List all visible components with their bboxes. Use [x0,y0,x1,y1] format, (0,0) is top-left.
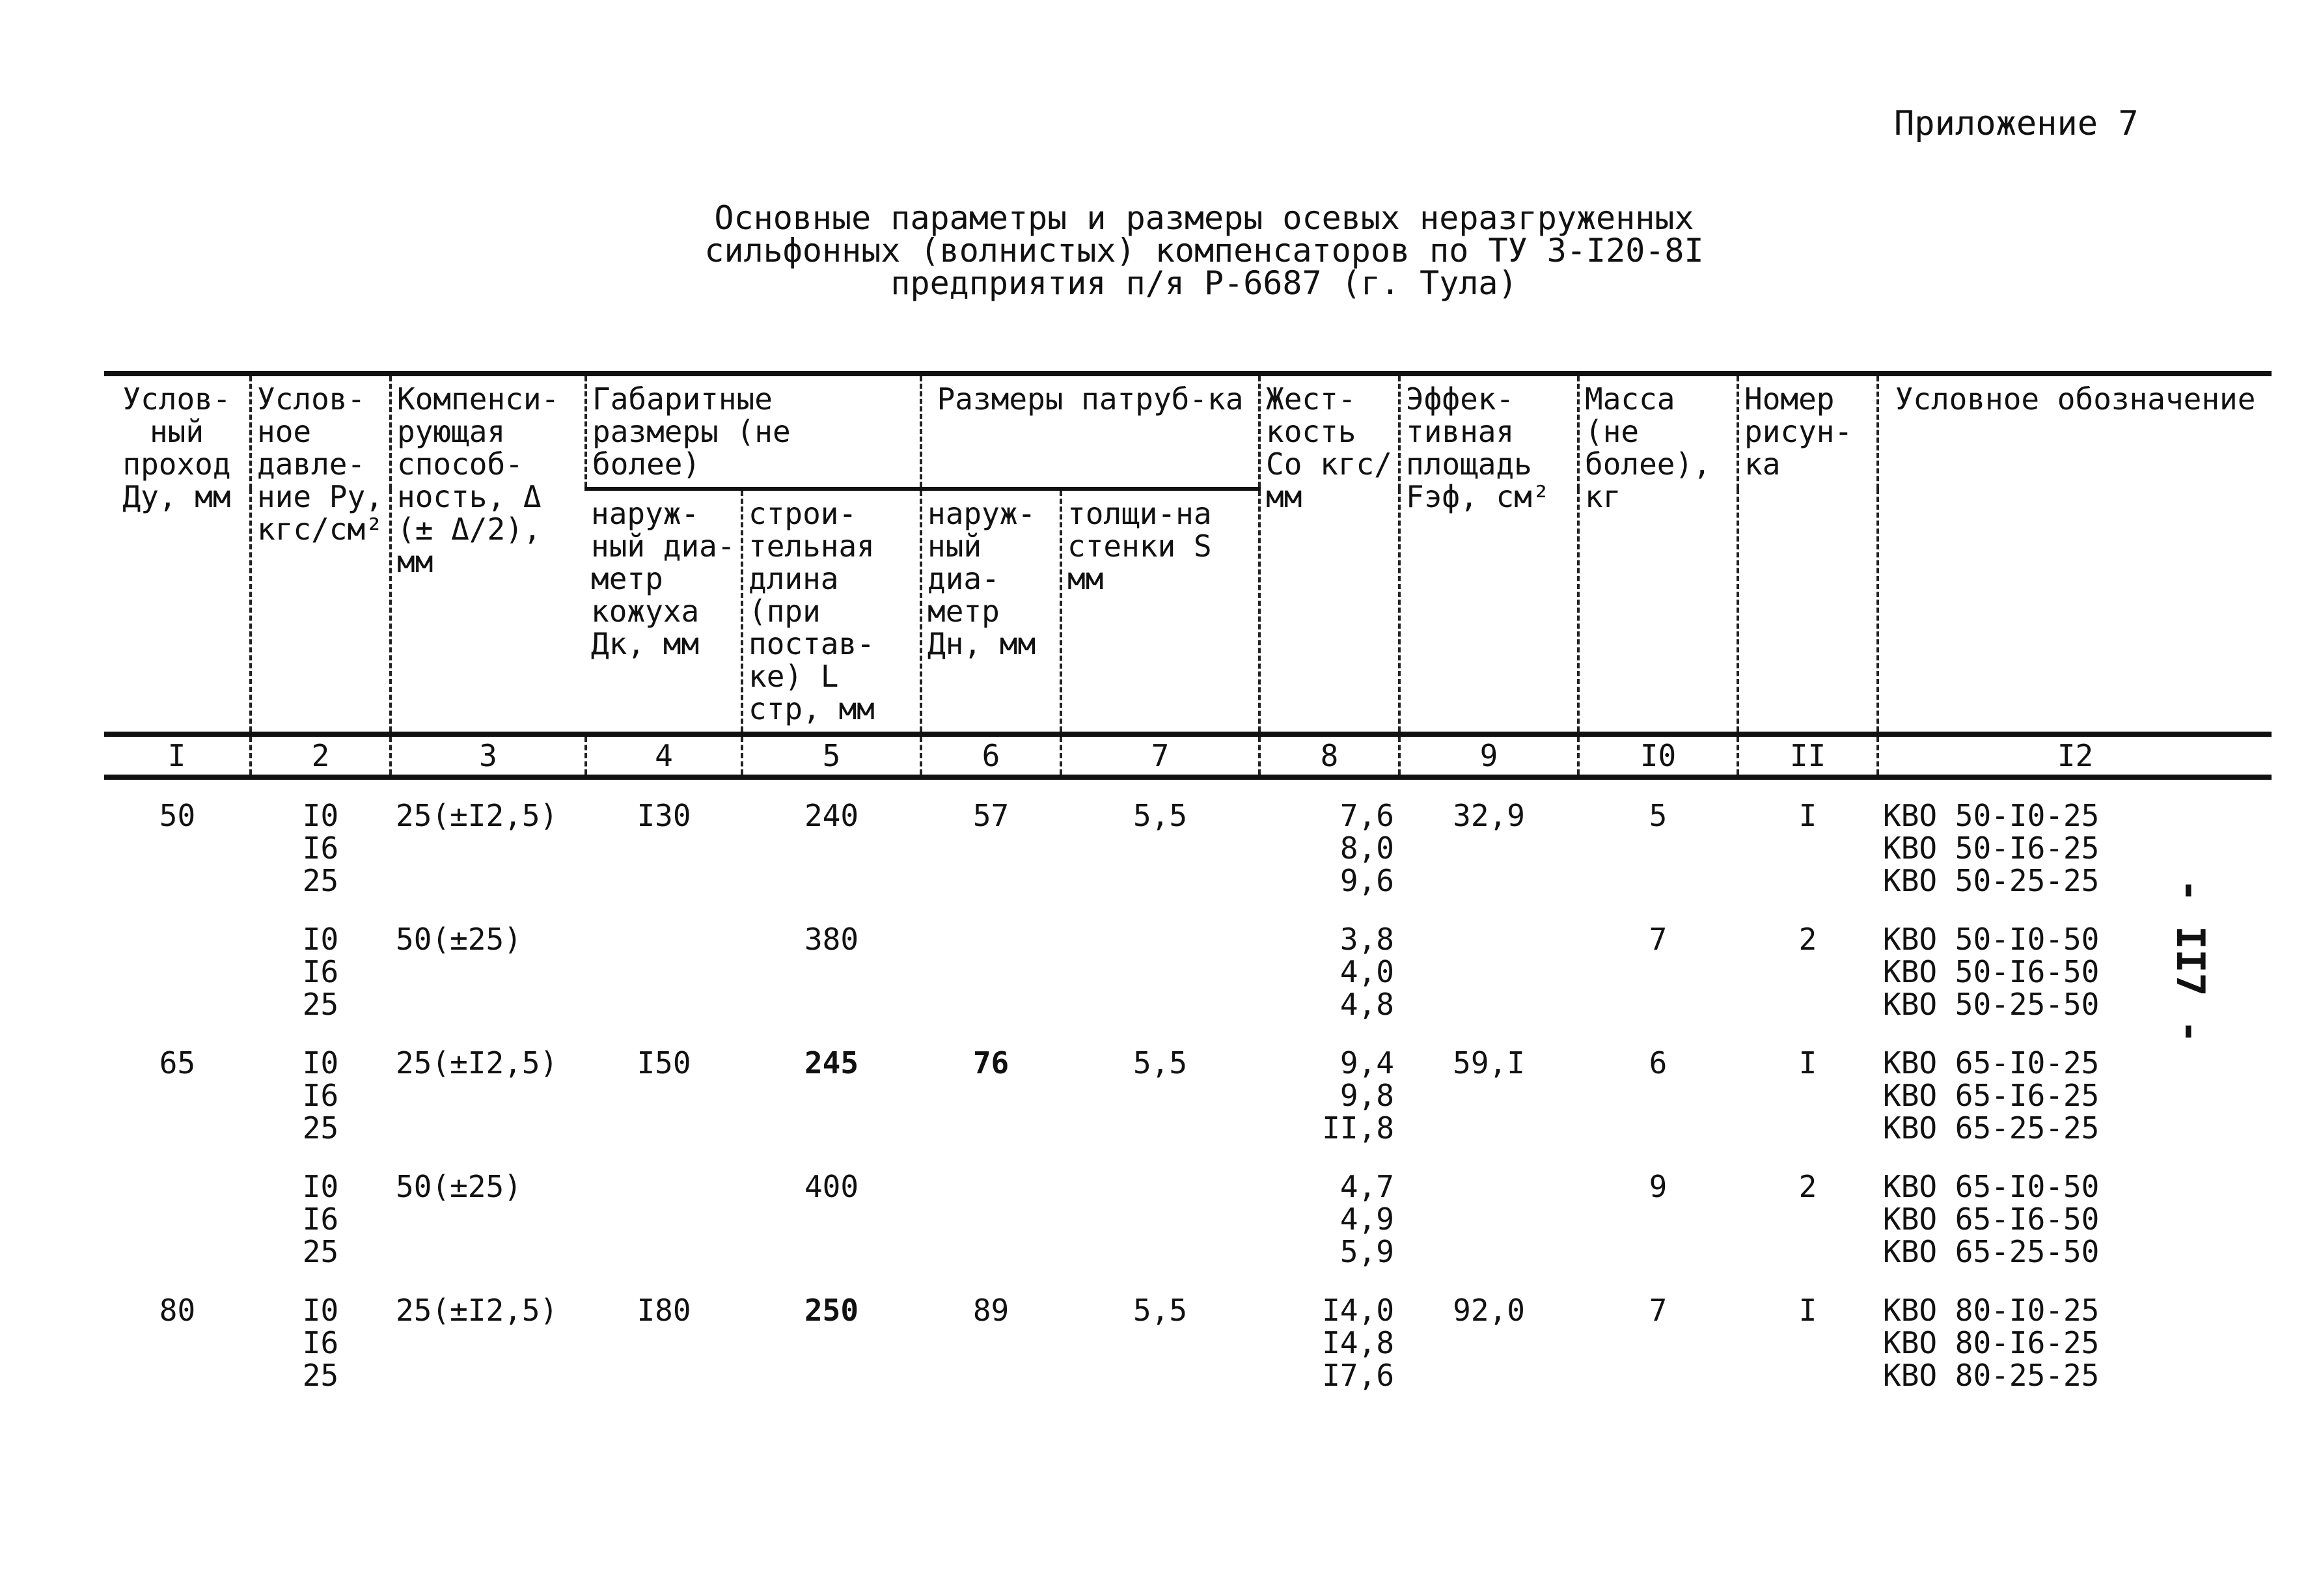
table-row [104,1274,2272,1398]
cell-wall-thickness: 5,5 [1133,1045,1188,1080]
designation-value: КВО 50-25-50 [1883,987,2100,1022]
cell-nominal-bore [104,903,251,1027]
cell-pressure [251,777,391,903]
cell-build-length: 245 [804,1045,859,1080]
cell-stiffness [1259,777,1399,903]
cell-build-length: 380 [804,922,859,957]
pressure-value: I0 [302,1293,339,1328]
cell-casing-diameter [586,1151,742,1274]
pressure-value: 25 [302,1358,339,1393]
table-row [104,1027,2272,1151]
stiffness-value: II,8 [1322,1110,1395,1146]
cell-nominal-bore [104,1151,251,1274]
cell-figure-number: 2 [1798,922,1817,957]
cell-wall-thickness [1061,903,1259,1027]
cell-stiffness [1259,1151,1399,1274]
header-pipe-dimensions: Размеры патруб-ка [921,374,1259,489]
designation-value: КВО 80-25-25 [1883,1358,2100,1393]
cell-casing-diameter: I50 [637,1045,691,1080]
cell-build-length: 400 [804,1169,859,1204]
column-number: 5 [742,734,921,777]
pressure-value: I6 [302,1325,339,1360]
stiffness-value: I4,8 [1322,1325,1395,1360]
designation-value: КВО 65-I0-50 [1883,1169,2100,1204]
header-nominal-pressure: Услов-ное давле-ние Ру, кгс/см² [251,374,391,734]
stiffness-value: I7,6 [1322,1358,1395,1393]
stiffness-value: I4,0 [1322,1293,1395,1328]
pressure-value: I0 [302,922,339,957]
designation-value: КВО 65-I6-50 [1883,1202,2100,1237]
cell-effective-area [1399,1151,1578,1274]
cell-effective-area: 59,I [1453,1045,1525,1080]
column-number: 9 [1399,734,1578,777]
title-line: Основные параметры и размеры осевых неразгруженных [714,199,1694,237]
cell-compensation: 25(±I2,5) [396,1293,558,1328]
column-number: II [1738,734,1878,777]
stiffness-value: 3,8 [1339,922,1395,957]
pressure-value: 25 [302,863,339,898]
header-stiffness: Жест-кость Co кгс/мм [1259,374,1399,734]
designation-value: КВО 80-I6-25 [1883,1325,2100,1360]
header-pipe-diameter: наруж-ный диа-метр Дн, мм [921,489,1061,734]
cell-casing-diameter [586,903,742,1027]
cell-effective-area: 32,9 [1453,798,1525,833]
stiffness-value: 4,0 [1339,954,1395,989]
cell-compensation: 25(±I2,5) [396,1045,558,1080]
column-number: 7 [1061,734,1259,777]
designation-value: КВО 65-25-50 [1883,1234,2100,1269]
cell-nominal-bore: 65 [159,1045,196,1080]
stiffness-value: 7,6 [1339,798,1395,833]
cell-pressure [251,903,391,1027]
cell-pressure [251,1027,391,1151]
cell-mass: 6 [1649,1045,1668,1080]
cell-effective-area: 92,0 [1453,1293,1525,1328]
stiffness-value: 4,9 [1339,1202,1395,1237]
cell-designation [1878,1274,2272,1398]
cell-pressure [251,1151,391,1274]
cell-casing-diameter: I30 [637,798,691,833]
column-number: I [104,734,251,777]
cell-wall-thickness: 5,5 [1133,1293,1188,1328]
header-figure-number: Номер рисун-ка [1738,374,1878,734]
header-effective-area: Эффек-тивная площадь Fэф, см² [1399,374,1578,734]
cell-stiffness [1259,1027,1399,1151]
cell-nominal-bore: 50 [159,798,196,833]
pressure-value: I6 [302,954,339,989]
cell-wall-thickness: 5,5 [1133,798,1188,833]
header-compensation: Компенси-рующая способ-ность, Δ (± Δ/2), мм [391,374,586,734]
cell-compensation: 50(±25) [396,922,522,957]
table-row [104,777,2272,903]
cell-compensation: 50(±25) [396,1169,522,1204]
cell-build-length: 240 [804,798,859,833]
designation-value: КВО 50-I0-25 [1883,798,2100,833]
designation-value: КВО 80-I0-25 [1883,1293,2100,1328]
cell-mass: 9 [1649,1169,1668,1204]
column-number: 6 [921,734,1061,777]
page-number: - II7 - [2167,879,2213,1043]
stiffness-value: 9,4 [1339,1045,1395,1080]
cell-pipe-diameter: 89 [972,1293,1009,1328]
pressure-value: I0 [302,798,339,833]
pressure-value: I6 [302,1202,339,1237]
cell-pipe-diameter: 57 [972,798,1009,833]
designation-value: КВО 50-I6-50 [1883,954,2100,989]
cell-figure-number: I [1798,798,1817,833]
designation-value: КВО 50-I6-25 [1883,831,2100,866]
cell-nominal-bore: 80 [159,1293,196,1328]
pressure-value: I0 [302,1169,339,1204]
cell-designation [1878,777,2272,903]
stiffness-value: 8,0 [1339,831,1395,866]
cell-compensation: 25(±I2,5) [396,798,558,833]
cell-designation [1878,903,2272,1027]
cell-mass: 7 [1649,1293,1668,1328]
table-row [104,903,2272,1027]
pressure-value: I6 [302,831,339,866]
cell-pipe-diameter: 76 [972,1045,1009,1080]
designation-value: КВО 65-I0-25 [1883,1045,2100,1080]
appendix-label: Приложение 7 [1894,104,2139,143]
column-number: 2 [251,734,391,777]
header-wall-thickness: толщи-на стенки S мм [1061,489,1259,734]
cell-pipe-diameter [921,1151,1061,1274]
stiffness-value: 9,8 [1339,1078,1395,1113]
cell-figure-number: I [1798,1293,1817,1328]
cell-pressure [251,1274,391,1398]
pressure-value: 25 [302,987,339,1022]
column-number: 3 [391,734,586,777]
header-nominal-bore: Услов-ный проход Ду, мм [104,374,251,734]
cell-effective-area [1399,903,1578,1027]
column-number: I0 [1578,734,1738,777]
designation-value: КВО 65-I6-25 [1883,1078,2100,1113]
title-line: сильфонных (волнистых) компенсаторов по ТУ 3-I20-8I [704,232,1704,269]
cell-figure-number: I [1798,1045,1817,1080]
cell-pipe-diameter [921,903,1061,1027]
stiffness-value: 4,7 [1339,1169,1395,1204]
header-build-length: строи-тельная длина (при постав-ке) L стр, мм [742,489,921,734]
cell-designation [1878,1151,2272,1274]
designation-value: КВО 50-25-25 [1883,863,2100,898]
designation-value: КВО 50-I0-50 [1883,922,2100,957]
cell-mass: 7 [1649,922,1668,957]
cell-casing-diameter: I80 [637,1293,691,1328]
pressure-value: I6 [302,1078,339,1113]
document-title [586,199,1822,302]
column-number: I2 [1878,734,2272,777]
stiffness-value: 4,8 [1339,987,1395,1022]
header-designation: Условное обозначение [1878,374,2272,734]
column-number: 8 [1259,734,1399,777]
stiffness-value: 9,6 [1339,863,1395,898]
stiffness-value: 5,9 [1339,1234,1395,1269]
column-number: 4 [586,734,742,777]
compensator-table [104,371,2272,1398]
cell-build-length: 250 [804,1293,859,1328]
pressure-value: I0 [302,1045,339,1080]
header-casing-diameter: наруж-ный диа-метр кожуха Дк, мм [586,489,742,734]
cell-wall-thickness [1061,1151,1259,1274]
cell-figure-number: 2 [1798,1169,1817,1204]
pressure-value: 25 [302,1110,339,1146]
cell-stiffness [1259,1274,1399,1398]
pressure-value: 25 [302,1234,339,1269]
cell-mass: 5 [1649,798,1668,833]
header-overall-dimensions: Габаритные размеры (не более) [586,374,921,489]
cell-designation [1878,1027,2272,1151]
table-row [104,1151,2272,1274]
header-mass: Масса (не более), кг [1578,374,1738,734]
title-line: предприятия п/я Р-6687 (г. Тула) [890,264,1518,302]
designation-value: КВО 65-25-25 [1883,1110,2100,1146]
cell-stiffness [1259,903,1399,1027]
